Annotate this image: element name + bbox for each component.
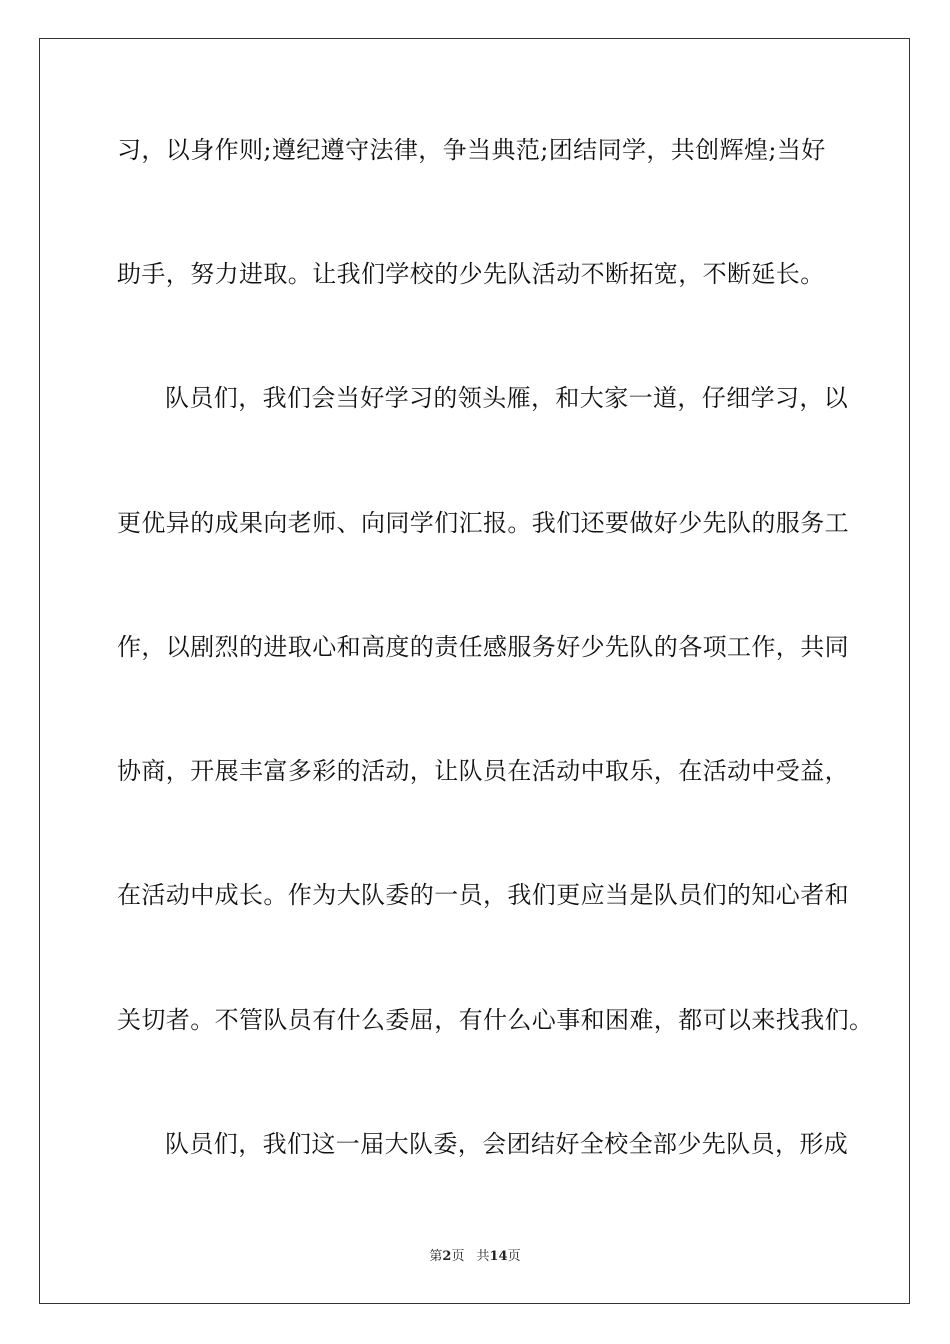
text-line: 习，以身作则;遵纪遵守法律，争当典范;团结同学，共创辉煌;当好 — [117, 136, 826, 164]
text-line: 作，以剧烈的进取心和高度的责任感服务好少先队的各项工作，共同 — [117, 633, 849, 661]
page-border — [39, 38, 910, 1304]
text-line: 关切者。不管队员有什么委屈，有什么心事和困难，都可以来找我们。 — [117, 1006, 874, 1034]
page-footer — [0, 1248, 950, 1266]
page-suffix: 页 — [451, 1249, 465, 1264]
total-prefix: 共 — [476, 1249, 490, 1264]
text-line: 协商，开展丰富多彩的活动，让队员在活动中取乐，在活动中受益， — [117, 757, 849, 785]
paragraph-start-line: 队员们，我们这一届大队委，会团结好全校全部少先队员，形成 — [165, 1130, 849, 1158]
paragraph-start-line: 队员们，我们会当好学习的领头雁，和大家一道，仔细学习，以 — [165, 384, 849, 412]
text-line: 更优异的成果向老师、向同学们汇报。我们还要做好少先队的服务工 — [117, 509, 849, 537]
text-line: 在活动中成长。作为大队委的一员，我们更应当是队员们的知心者和 — [117, 881, 849, 909]
total-suffix: 页 — [507, 1249, 521, 1264]
text-line: 助手，努力进取。让我们学校的少先队活动不断拓宽，不断延长。 — [117, 260, 825, 288]
page-prefix: 第 — [429, 1249, 443, 1264]
total-page-count: 14 — [489, 1249, 508, 1264]
current-page-number: 2 — [442, 1249, 452, 1264]
